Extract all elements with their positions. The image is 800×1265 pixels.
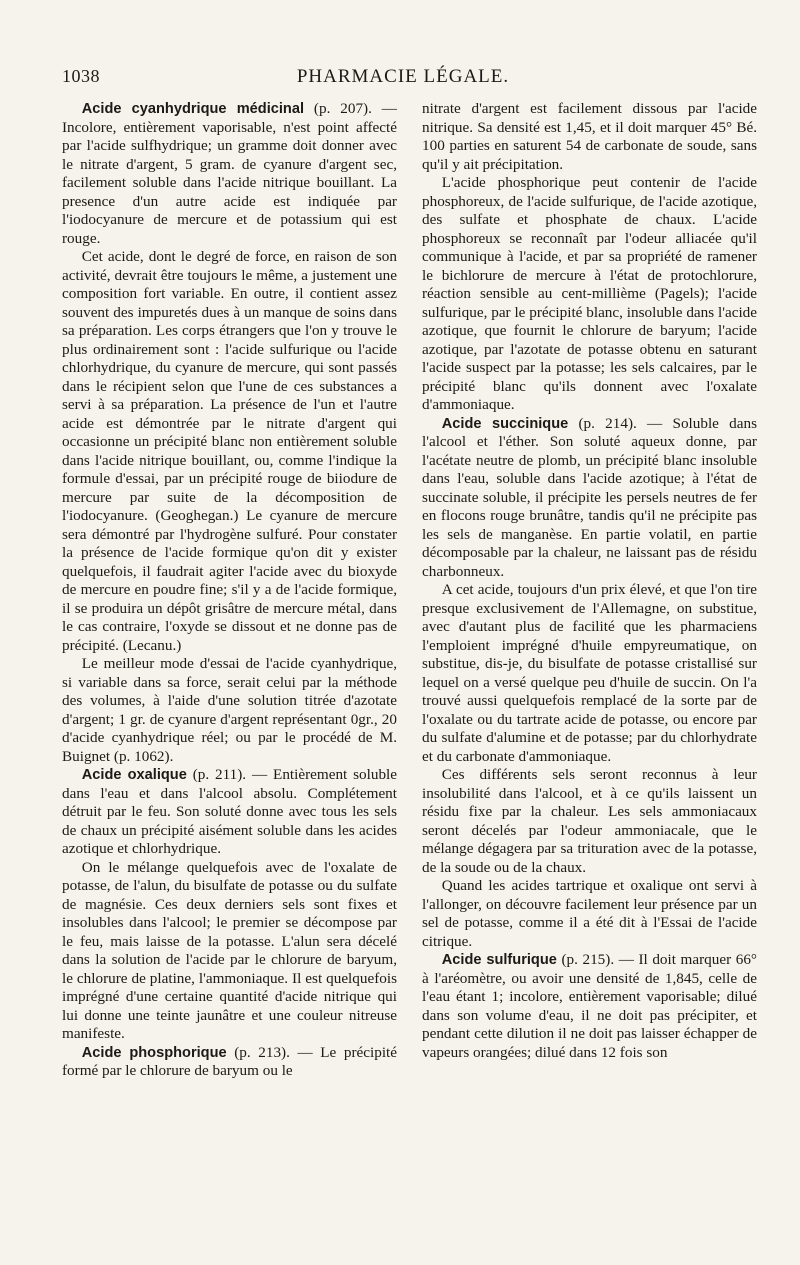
- paragraph: [62, 766, 397, 859]
- paragraph: L'acide phosphorique peut contenir de l'acide phosphoreux, de l'acide sulfurique, de l'acide azotique, des sulfate et phosphate de chaux. L'acide phosphoreux se reconnaît par l'odeur alliacée qu'il communique à l'acide, et par sa propriété de ramener le bichlorure de mercure à l'état de protochlorure, réaction sensible au cent-millième (Pagels); l'acide sulfurique, par le précipité blanc, insoluble dans l'acide azotique, que fournit le chlorure de baryum; l'acide azotique, par l'azotate de potasse obtenu en saturant l'acide suspect par la potasse; les sels calcaires, par le précipité blanc qu'ils donnent avec l'oxalate d'ammoniaque.: [422, 174, 757, 413]
- paragraph: Le meilleur mode d'essai de l'acide cyanhydrique, si variable dans sa force, serait celui par la méthode des volumes, à l'aide d'une solution titrée d'azotate d'argent; 1 gr. de cyanure d'argent représentant 0gr., 20 d'acide cyanhydrique réel; ou par le procédé de M. Buignet (p. 1062).: [62, 655, 397, 765]
- entry-title: Acide sulfurique: [441, 952, 557, 968]
- paragraph: On le mélange quelquefois avec de l'oxalate de potasse, de l'alun, du bisulfate de potasse ou du sulfate de magnésie. Ces deux derniers sels sont fixes et insolubles dans l'alcool; le premier se décompose par le feu, mais laisse de la potasse. L'alun sera décelé dans la solution de l'acide par le chlorure de baryum, le chlorure de platine, l'ammoniaque. Il est quelquefois imprégné d'une certaine quantité d'acide nitrique qui lui donne une teinte jaunâtre et une couleur nitreuse manifeste.: [62, 858, 397, 1042]
- entry-title: Acide oxalique: [81, 767, 187, 783]
- entry-title: Acide cyanhydrique médicinal: [81, 101, 305, 117]
- paragraph-text: (p. 214). — Soluble dans l'alcool et l'éther. Son soluté aqueux donne, par l'acétate neutre de plomb, un précipité blanc insoluble dans l'eau, soluble dans l'acide azotique; à l'état de succinate soluble, il précipite les persels neutres de fer en flocons rouge brunâtre, tandis qu'il ne précipite pas les sels de manganèse. En partie volatil, en partie décomposable par la chaleur, ne laissant pas de résidu charbonneux.: [422, 414, 757, 580]
- paragraph: nitrate d'argent est facilement dissous par l'acide nitrique. Sa densité est 1,45, et il doit marquer 45° Bé. 100 parties en saturent 54 de carbonate de soude, sans qu'il y ait précipitation.: [422, 100, 757, 173]
- left-column: [62, 100, 397, 1081]
- paragraph: A cet acide, toujours d'un prix élevé, et que l'on tire presque exclusivement de l'Allemagne, on substitue, avec d'autant plus de facilité que les pharmaciens l'emploient imprégné d'huile empyreumatique, on substitue, dis-je, du bisulfate de potasse cristallisé sur lequel on a versé quelque peu d'huile de succin. On l'a trouvé aussi quelquefois remplacé de la sorte par de l'oxalate ou du tartrate acide de potasse, ou encore par du sulfate d'alumine et de potasse; par du chlorhydrate et du carbonate d'ammoniaque.: [422, 581, 757, 765]
- right-column: [422, 100, 757, 1062]
- page-number: 1038: [62, 66, 100, 86]
- paragraph-text: (p. 211). — Entièrement soluble dans l'eau et dans l'alcool absolu. Complétement détruit par le feu. Son soluté donne avec tous les sels de chaux un précipité aisément soluble dans les acides azotique et chlorhydrique.: [62, 766, 397, 857]
- paragraph: Cet acide, dont le degré de force, en raison de son activité, devrait être toujours le même, a justement une composition fort variable. En outre, il contient assez souvent des impuretés dues à un manque de soins dans sa préparation. Les corps étrangers que l'on y trouve le plus ordinairement sont : l'acide sulfurique ou l'acide chlorhydrique, du cyanure de mercure, qui sont passés dans le récipient selon que l'une de ces substances a servi à sa préparation. La présence de l'un et l'autre acide est démontrée par le nitrate d'argent qui occasionne un précipité blanc non entièrement soluble dans l'acide nitrique bouillant, ou, comme l'indique la formule d'essai, par un précipité rouge de biiodure de mercure par suite de la décomposition de l'iodocyanure. (Geoghegan.) Le cyanure de mercure sera démontré par l'hydrogène sulfuré. Pour constater la présence de l'acide formique qu'on dit y exister quelquefois, il faudrait agiter l'acide avec du bioxyde de mercure en poudre fine; s'il y a de l'acide formique, il se produira un dépôt grisâtre de mercure métal, dans le cas contraire, l'oxyde se dissout et ne donne pas de précipité. (Lecanu.): [62, 248, 397, 654]
- paragraph-text: (p. 207). — Incolore, entièrement vaporisable, n'est point affecté par l'acide sulfhydrique; un gramme doit donner avec le nitrate d'argent, 5 gram. de cyanure d'argent sec, facilement soluble dans l'acide nitrique bouillant. La presence d'un autre acide est indiquée par l'iodocyanure de mercure et de potassium qui est rouge.: [62, 100, 397, 247]
- paragraph-text: (p. 215). — Il doit marquer 66° à l'aréomètre, ou avoir une densité de 1,845, celle de l'eau étant 1; incolore, entièrement vaporisable; dilué dans son volume d'eau, il ne doit pas précipiter, et pendant cette dilution il ne doit pas laisser échapper de vapeurs orangées; dilué dans 12 fois son: [422, 951, 757, 1061]
- paragraph: [62, 1044, 397, 1081]
- paragraph: Quand les acides tartrique et oxalique ont servi à l'allonger, on découvre facilement leur présence par un sel de potasse, comme il a été dit à l'Essai de l'acide citrique.: [422, 877, 757, 950]
- paragraph: [422, 415, 757, 582]
- page-header: [62, 66, 744, 92]
- paragraph-text: (p. 213). — Le précipité formé par le chlorure de baryum ou le: [62, 1043, 397, 1079]
- paragraph: Ces différents sels seront reconnus à leur insolubilité dans l'alcool, et à ce qu'ils laissent un résidu fixe par la chaleur. Les sels ammoniacaux seront décelés par l'odeur ammoniacale, que le mélange dégagera par sa trituration avec de la potasse, de la soude ou de la chaux.: [422, 766, 757, 876]
- paragraph: [422, 951, 757, 1062]
- running-title: PHARMACIE LÉGALE.: [296, 66, 510, 87]
- paragraph: [62, 100, 397, 248]
- entry-title: Acide phosphorique: [81, 1044, 227, 1061]
- entry-title: Acide succinique: [441, 415, 569, 432]
